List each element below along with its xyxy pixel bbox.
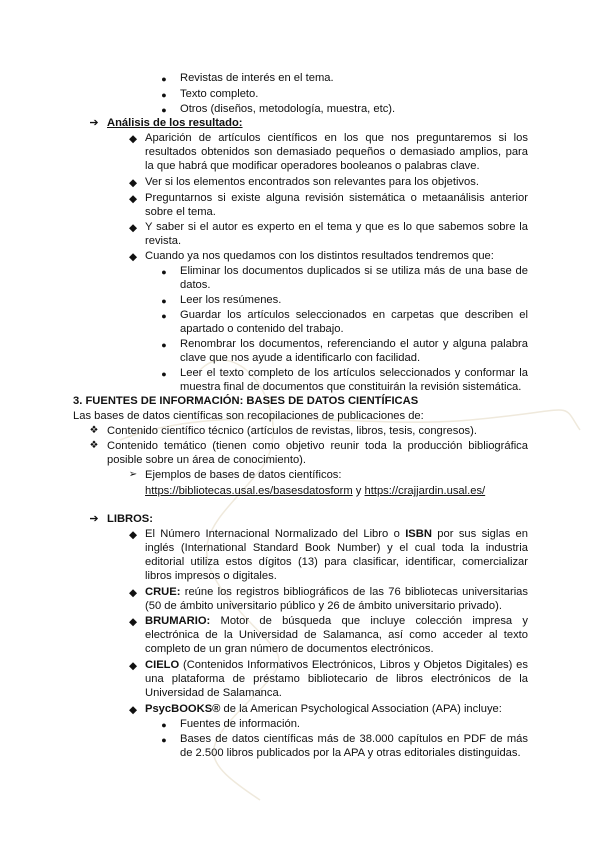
analysis-heading: Análisis de los resultado: <box>107 117 243 129</box>
bullet-diamond: ◆ <box>128 660 138 672</box>
link-basesdatos[interactable]: https://bibliotecas.usal.es/basesdatosform <box>145 485 353 497</box>
list-item: Bases de datos científicas más de 38.000 capítulos en PDF de más de 2.500 libros publicados por la APA y otras editoriales distinguidas. <box>180 733 528 759</box>
brumario-text: Motor de búsqueda que incluye colección impresa y electrónica de la Universidad de Salamanca, así como acceder al texto completo de un gran número de documentos electrónicos. <box>145 615 528 655</box>
list-item: Renombrar los documentos, referenciando el autor y alguna palabra clave que nos ayude a identificarlo con facilidad. <box>180 338 528 364</box>
list-item: Aparición de artículos científicos en los que nos preguntaremos si los resultados obtenidos son demasiado pequeños o demasiado amplios, para la que habrá que modificar operadores booleanos o palabras clave. <box>145 132 528 172</box>
examples-links <box>145 484 528 498</box>
list-item-crue <box>145 585 528 613</box>
bullet-dot: ● <box>161 267 167 277</box>
libros-heading: LIBROS: <box>107 513 153 525</box>
link-separator: y <box>352 485 365 497</box>
cielo-text: (Contenidos Informativos Electrónicos, Libros y Objetos Digitales) es una plataforma de préstamo bibliotecario de libros electrónicos de la Universidad de Salamanca. <box>145 659 528 699</box>
list-item: Leer los resúmenes. <box>180 294 282 306</box>
bullet-dot: ● <box>161 369 167 379</box>
list-item: Otros (diseños, metodología, muestra, etc). <box>180 103 396 115</box>
bullet-dot: ● <box>161 720 167 730</box>
bullet-diamond: ◆ <box>128 587 138 599</box>
list-item: Guardar los artículos seleccionados en carpetas que describen el apartado o contenido del trabajo. <box>180 309 528 335</box>
arrowhead-icon: ➢ <box>128 469 138 480</box>
examples-label: Ejemplos de bases de datos científicos: <box>145 469 342 481</box>
bullet-diamond: ◆ <box>128 193 138 205</box>
bullet-diamond: ◆ <box>128 704 138 716</box>
list-item-cielo <box>145 658 528 700</box>
isbn-post: por sus siglas en inglés (International Standard Book Number) y el cual toda la industria editorial utiliza estos dígitos (13) para clasificar, identificar, comercializar libros impresos o digitales. <box>145 528 529 582</box>
section-intro: Las bases de datos científicas son recopilaciones de publicaciones de: <box>73 410 424 422</box>
brumario-bold: BRUMARIO: <box>145 615 211 627</box>
list-item-psycbooks <box>145 702 528 716</box>
crue-text: reúne los registros bibliográficos de las 76 bibliotecas universitarias (50 de ámbito universitario público y 26 de ámbito universitario privado). <box>145 586 528 612</box>
bullet-diamond: ◆ <box>128 222 138 234</box>
arrow-icon: ➔ <box>89 513 99 525</box>
bullet-diamond: ◆ <box>128 529 138 541</box>
bullet-diamond: ◆ <box>128 177 138 189</box>
bullet-star: ❖ <box>89 425 99 436</box>
isbn-pre: El Número Internacional Normalizado del Libro o <box>145 528 406 540</box>
list-item: Fuentes de información. <box>180 718 301 730</box>
list-item-brumario <box>145 614 528 656</box>
bullet-diamond: ◆ <box>128 251 138 263</box>
bullet-dot: ● <box>161 735 167 745</box>
list-item: Y saber si el autor es experto en el tema y que es lo que sabemos sobre la revista. <box>145 221 528 247</box>
bullet-star: ❖ <box>89 440 99 451</box>
list-item: Eliminar los documentos duplicados si se utiliza más de una base de datos. <box>180 265 528 291</box>
bullet-dot: ● <box>161 74 167 84</box>
crue-bold: CRUE: <box>145 586 181 598</box>
psyc-text: de la American Psychological Association (APA) incluye: <box>220 703 502 715</box>
bullet-dot: ● <box>161 296 167 306</box>
list-item: Preguntarnos si existe alguna revisión sistemática o metaanálisis anterior sobre el tema. <box>145 192 528 218</box>
bullet-dot: ● <box>161 90 167 100</box>
bullet-dot: ● <box>161 105 167 115</box>
arrow-icon: ➔ <box>89 117 99 129</box>
section-title: 3. FUENTES DE INFORMACIÓN: BASES DE DATOS CIENTÍFICAS <box>73 395 419 407</box>
cielo-bold: CIELO <box>145 659 180 671</box>
psyc-bold: PsycBOOKS® <box>145 703 221 715</box>
list-item: Ver si los elementos encontrados son relevantes para los objetivos. <box>145 176 479 188</box>
list-item-isbn <box>145 527 528 583</box>
bullet-dot: ● <box>161 340 167 350</box>
list-item: Leer el texto completo de los artículos seleccionados y conformar la muestra final de documentos que constituirán la revisión sistemática. <box>180 367 528 393</box>
bullet-dot: ● <box>161 311 167 321</box>
link-crajjardin[interactable]: https://crajjardin.usal.es/ <box>364 485 486 497</box>
list-item: Texto completo. <box>180 88 259 100</box>
list-item: Revistas de interés en el tema. <box>180 72 334 84</box>
list-item: Contenido temático (tienen como objetivo reunir toda la producción bibliográfica posible sobre un área de conocimiento). <box>107 440 528 466</box>
isbn-bold: ISBN <box>405 528 432 540</box>
bullet-diamond: ◆ <box>128 616 138 628</box>
list-item: Contenido científico técnico (artículos de revistas, libros, tesis, congresos). <box>107 425 477 437</box>
list-item: Cuando ya nos quedamos con los distintos resultados tendremos que: <box>145 250 494 262</box>
bullet-diamond: ◆ <box>128 133 138 145</box>
